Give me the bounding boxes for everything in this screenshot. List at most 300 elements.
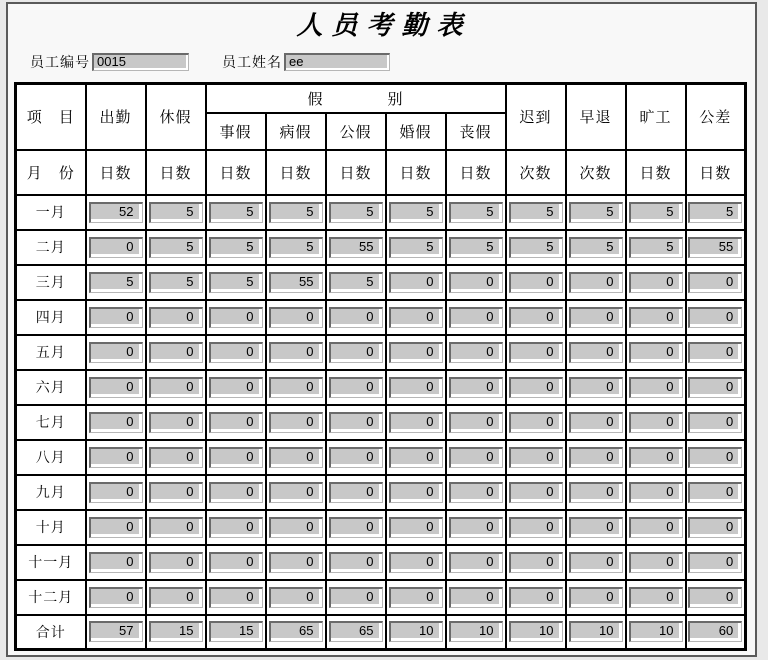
- value-text: 0: [391, 589, 439, 604]
- value-field[interactable]: [389, 552, 443, 573]
- value-field[interactable]: [389, 482, 443, 503]
- value-text: 0: [91, 239, 139, 254]
- value-field[interactable]: [149, 377, 203, 398]
- value-text: 0: [151, 309, 199, 324]
- value-text: 0: [91, 414, 139, 429]
- value-cell: [86, 195, 146, 230]
- value-field[interactable]: [269, 377, 323, 398]
- value-field[interactable]: [449, 517, 503, 538]
- value-text: 0: [690, 379, 738, 394]
- value-cell: [686, 475, 746, 510]
- value-field[interactable]: [569, 342, 623, 363]
- value-cell: [266, 370, 326, 405]
- value-cell: [506, 475, 566, 510]
- value-text: 5: [271, 239, 319, 254]
- value-text: 5: [511, 239, 559, 254]
- value-field[interactable]: [329, 307, 383, 328]
- value-text: 0: [451, 484, 499, 499]
- value-cell: [146, 300, 206, 335]
- value-field[interactable]: [688, 412, 742, 433]
- value-field[interactable]: [389, 447, 443, 468]
- value-field[interactable]: [329, 202, 383, 223]
- value-cell: [626, 440, 686, 475]
- value-field[interactable]: [329, 237, 383, 258]
- value-cell: [566, 195, 626, 230]
- value-field[interactable]: [209, 587, 263, 608]
- value-text: 0: [331, 309, 379, 324]
- value-field[interactable]: [269, 342, 323, 363]
- value-field[interactable]: [209, 447, 263, 468]
- value-field[interactable]: [688, 342, 742, 363]
- value-field[interactable]: [269, 447, 323, 468]
- value-field[interactable]: [389, 237, 443, 258]
- value-cell: [446, 335, 506, 370]
- value-text: 0: [690, 484, 738, 499]
- value-cell: [506, 265, 566, 300]
- value-text: 0: [391, 309, 439, 324]
- value-text: 0: [571, 274, 619, 289]
- value-text: 0: [631, 379, 679, 394]
- value-field[interactable]: [449, 447, 503, 468]
- value-cell: [386, 230, 446, 265]
- value-field[interactable]: [629, 377, 683, 398]
- value-cell: [506, 405, 566, 440]
- value-field[interactable]: [389, 517, 443, 538]
- value-field[interactable]: [89, 307, 143, 328]
- value-cell: [686, 440, 746, 475]
- value-text: 0: [631, 309, 679, 324]
- value-field[interactable]: [209, 377, 263, 398]
- value-field[interactable]: [629, 202, 683, 223]
- value-field[interactable]: [89, 621, 143, 642]
- unit-cell: 日数: [206, 150, 266, 195]
- value-cell: [266, 300, 326, 335]
- value-field[interactable]: [89, 202, 143, 223]
- value-field[interactable]: [629, 517, 683, 538]
- value-text: 0: [511, 274, 559, 289]
- value-text: 0: [211, 484, 259, 499]
- table-row: [16, 195, 746, 230]
- value-cell: [206, 265, 266, 300]
- value-field[interactable]: [269, 412, 323, 433]
- month-label: 一月: [16, 195, 86, 230]
- value-field[interactable]: [509, 482, 563, 503]
- value-field[interactable]: [569, 552, 623, 573]
- value-cell: [626, 300, 686, 335]
- value-text: 15: [211, 623, 259, 638]
- value-field[interactable]: [449, 202, 503, 223]
- value-field[interactable]: [329, 621, 383, 642]
- value-text: 0: [451, 589, 499, 604]
- value-field[interactable]: [509, 202, 563, 223]
- value-cell: [506, 615, 566, 650]
- value-field[interactable]: [329, 377, 383, 398]
- value-text: 10: [451, 623, 499, 638]
- value-cell: [626, 195, 686, 230]
- value-field[interactable]: [688, 621, 742, 642]
- value-field[interactable]: [449, 272, 503, 293]
- value-cell: [506, 545, 566, 580]
- unit-cell: 日数: [446, 150, 506, 195]
- value-field[interactable]: [449, 237, 503, 258]
- value-cell: [146, 335, 206, 370]
- unit-cell: 次数: [506, 150, 566, 195]
- value-text: 0: [631, 519, 679, 534]
- value-cell: [566, 580, 626, 615]
- value-field[interactable]: [569, 587, 623, 608]
- value-field[interactable]: [509, 447, 563, 468]
- value-cell: [506, 510, 566, 545]
- value-cell: [206, 580, 266, 615]
- value-cell: [326, 510, 386, 545]
- value-cell: [326, 405, 386, 440]
- value-field[interactable]: [89, 237, 143, 258]
- value-text: 0: [331, 449, 379, 464]
- header-corner-item: 项 目: [16, 84, 86, 150]
- value-field[interactable]: [389, 342, 443, 363]
- value-text: 5: [631, 239, 679, 254]
- value-field[interactable]: [329, 342, 383, 363]
- value-field[interactable]: [569, 202, 623, 223]
- month-label: 六月: [16, 370, 86, 405]
- value-cell: [266, 510, 326, 545]
- value-field[interactable]: [149, 447, 203, 468]
- month-label: 十二月: [16, 580, 86, 615]
- value-field[interactable]: [629, 587, 683, 608]
- value-field[interactable]: [89, 412, 143, 433]
- value-text: 0: [91, 554, 139, 569]
- value-text: 0: [91, 449, 139, 464]
- value-cell: [506, 370, 566, 405]
- value-field[interactable]: [449, 482, 503, 503]
- employee-name-input[interactable]: [284, 53, 390, 71]
- value-field[interactable]: [89, 517, 143, 538]
- value-text: 0: [690, 554, 738, 569]
- value-field[interactable]: [509, 377, 563, 398]
- value-cell: [206, 510, 266, 545]
- value-cell: [86, 300, 146, 335]
- value-field[interactable]: [509, 237, 563, 258]
- value-field[interactable]: [688, 517, 742, 538]
- value-field[interactable]: [329, 482, 383, 503]
- value-text: 15: [151, 623, 199, 638]
- value-text: 10: [391, 623, 439, 638]
- value-field[interactable]: [688, 377, 742, 398]
- value-field[interactable]: [569, 377, 623, 398]
- value-field[interactable]: [629, 552, 683, 573]
- value-field[interactable]: [688, 272, 742, 293]
- value-text: 0: [271, 449, 319, 464]
- value-cell: [326, 230, 386, 265]
- value-cell: [266, 265, 326, 300]
- value-cell: [266, 545, 326, 580]
- value-field[interactable]: [89, 482, 143, 503]
- value-field[interactable]: [149, 482, 203, 503]
- value-field[interactable]: [688, 587, 742, 608]
- value-field[interactable]: [89, 342, 143, 363]
- value-cell: [686, 580, 746, 615]
- value-text: 0: [271, 519, 319, 534]
- value-cell: [686, 545, 746, 580]
- value-cell: [686, 370, 746, 405]
- value-field[interactable]: [209, 307, 263, 328]
- value-cell: [86, 230, 146, 265]
- value-cell: [626, 475, 686, 510]
- value-cell: [266, 230, 326, 265]
- value-field[interactable]: [389, 307, 443, 328]
- value-cell: [326, 370, 386, 405]
- value-field[interactable]: [629, 272, 683, 293]
- value-field[interactable]: [149, 621, 203, 642]
- value-cell: [266, 195, 326, 230]
- value-field[interactable]: [269, 237, 323, 258]
- value-field[interactable]: [389, 202, 443, 223]
- value-cell: [86, 265, 146, 300]
- value-field[interactable]: [449, 307, 503, 328]
- value-cell: [146, 615, 206, 650]
- value-field[interactable]: [89, 447, 143, 468]
- value-field[interactable]: [389, 272, 443, 293]
- value-field[interactable]: [329, 552, 383, 573]
- value-field[interactable]: [269, 587, 323, 608]
- value-text: 0: [271, 309, 319, 324]
- value-cell: [446, 230, 506, 265]
- value-field[interactable]: [389, 412, 443, 433]
- value-text: 0: [91, 379, 139, 394]
- value-field[interactable]: [209, 237, 263, 258]
- value-field[interactable]: [149, 272, 203, 293]
- value-field[interactable]: [269, 272, 323, 293]
- value-field[interactable]: [509, 272, 563, 293]
- value-field[interactable]: [629, 237, 683, 258]
- value-field[interactable]: [509, 517, 563, 538]
- value-field[interactable]: [569, 482, 623, 503]
- value-field[interactable]: [209, 272, 263, 293]
- value-field[interactable]: [329, 272, 383, 293]
- value-field[interactable]: [569, 621, 623, 642]
- value-field[interactable]: [209, 517, 263, 538]
- value-text: 0: [331, 414, 379, 429]
- value-field[interactable]: [629, 412, 683, 433]
- value-field[interactable]: [629, 621, 683, 642]
- value-field[interactable]: [149, 517, 203, 538]
- value-cell: [86, 545, 146, 580]
- value-cell: [146, 370, 206, 405]
- value-field[interactable]: [149, 202, 203, 223]
- value-text: 0: [571, 309, 619, 324]
- value-field[interactable]: [509, 342, 563, 363]
- value-text: 0: [151, 449, 199, 464]
- value-text: 0: [511, 519, 559, 534]
- value-cell: [506, 300, 566, 335]
- value-field[interactable]: [89, 552, 143, 573]
- unit-cell: 日数: [386, 150, 446, 195]
- value-field[interactable]: [209, 412, 263, 433]
- value-text: 5: [211, 274, 259, 289]
- value-field[interactable]: [509, 587, 563, 608]
- value-cell: [326, 615, 386, 650]
- value-text: 65: [331, 623, 379, 638]
- value-cell: [266, 580, 326, 615]
- month-label: 二月: [16, 230, 86, 265]
- value-field[interactable]: [329, 412, 383, 433]
- value-field[interactable]: [569, 447, 623, 468]
- value-text: 0: [690, 414, 738, 429]
- value-field[interactable]: [509, 621, 563, 642]
- value-field[interactable]: [688, 447, 742, 468]
- unit-cell: 次数: [566, 150, 626, 195]
- value-cell: [206, 230, 266, 265]
- value-field[interactable]: [509, 412, 563, 433]
- value-text: 55: [331, 239, 379, 254]
- value-field[interactable]: [329, 517, 383, 538]
- value-text: 5: [211, 239, 259, 254]
- value-field[interactable]: [269, 307, 323, 328]
- value-field[interactable]: [209, 482, 263, 503]
- header-col-absence: 旷工: [626, 84, 686, 150]
- value-cell: [326, 545, 386, 580]
- value-field[interactable]: [389, 587, 443, 608]
- value-field[interactable]: [569, 272, 623, 293]
- value-field[interactable]: [149, 307, 203, 328]
- value-text: 0: [511, 589, 559, 604]
- value-cell: [326, 475, 386, 510]
- value-field[interactable]: [688, 202, 742, 223]
- value-text: 0: [511, 449, 559, 464]
- value-cell: [446, 300, 506, 335]
- value-text: 5: [571, 239, 619, 254]
- value-field[interactable]: [449, 342, 503, 363]
- value-text: 0: [690, 344, 738, 359]
- value-field[interactable]: [449, 621, 503, 642]
- value-field[interactable]: [629, 482, 683, 503]
- value-text: 10: [631, 623, 679, 638]
- value-text: 0: [211, 344, 259, 359]
- value-field[interactable]: [389, 621, 443, 642]
- employee-id-input[interactable]: [92, 53, 189, 71]
- value-cell: [686, 230, 746, 265]
- value-text: 0: [391, 519, 439, 534]
- value-field[interactable]: [269, 621, 323, 642]
- month-label: 四月: [16, 300, 86, 335]
- value-field[interactable]: [509, 552, 563, 573]
- value-text: 0: [571, 449, 619, 464]
- value-field[interactable]: [269, 202, 323, 223]
- value-text: 0: [151, 554, 199, 569]
- value-field[interactable]: [569, 517, 623, 538]
- value-text: 0: [690, 309, 738, 324]
- value-cell: [86, 580, 146, 615]
- value-cell: [446, 615, 506, 650]
- value-field[interactable]: [149, 342, 203, 363]
- value-cell: [446, 265, 506, 300]
- value-text: 5: [391, 239, 439, 254]
- value-field[interactable]: [209, 552, 263, 573]
- value-field[interactable]: [389, 377, 443, 398]
- value-field[interactable]: [329, 587, 383, 608]
- employee-id-value: 0015: [94, 55, 186, 68]
- table-row: [16, 370, 746, 405]
- value-field[interactable]: [449, 587, 503, 608]
- value-text: 0: [631, 344, 679, 359]
- value-field[interactable]: [509, 307, 563, 328]
- value-cell: [206, 545, 266, 580]
- value-field[interactable]: [449, 377, 503, 398]
- value-field[interactable]: [269, 517, 323, 538]
- value-text: 0: [271, 414, 319, 429]
- value-cell: [686, 300, 746, 335]
- value-cell: [206, 195, 266, 230]
- value-text: 0: [151, 344, 199, 359]
- value-cell: [626, 405, 686, 440]
- value-field[interactable]: [569, 307, 623, 328]
- value-cell: [626, 370, 686, 405]
- value-cell: [626, 265, 686, 300]
- value-field[interactable]: [629, 447, 683, 468]
- value-cell: [386, 475, 446, 510]
- value-cell: [506, 440, 566, 475]
- value-text: 0: [271, 379, 319, 394]
- header-col-late: 迟到: [506, 84, 566, 150]
- value-field[interactable]: [449, 552, 503, 573]
- value-field[interactable]: [569, 237, 623, 258]
- value-field[interactable]: [688, 237, 742, 258]
- value-field[interactable]: [149, 552, 203, 573]
- value-cell: [146, 195, 206, 230]
- value-text: 0: [571, 519, 619, 534]
- value-field[interactable]: [688, 552, 742, 573]
- value-text: 0: [391, 344, 439, 359]
- value-field[interactable]: [209, 621, 263, 642]
- value-field[interactable]: [329, 447, 383, 468]
- value-cell: [206, 615, 266, 650]
- value-field[interactable]: [688, 307, 742, 328]
- value-cell: [566, 545, 626, 580]
- value-field[interactable]: [89, 587, 143, 608]
- value-cell: [146, 405, 206, 440]
- table-row: [16, 510, 746, 545]
- value-field[interactable]: [209, 342, 263, 363]
- table-body: [16, 195, 746, 650]
- value-text: 5: [211, 204, 259, 219]
- value-text: 0: [391, 554, 439, 569]
- value-field[interactable]: [569, 412, 623, 433]
- header-col-sick-leave: 病假: [266, 113, 326, 150]
- value-field[interactable]: [629, 307, 683, 328]
- value-text: 0: [451, 519, 499, 534]
- value-field[interactable]: [269, 552, 323, 573]
- value-field[interactable]: [209, 202, 263, 223]
- unit-cell: 日数: [86, 150, 146, 195]
- value-field[interactable]: [629, 342, 683, 363]
- value-field[interactable]: [449, 412, 503, 433]
- value-field[interactable]: [688, 482, 742, 503]
- value-cell: [566, 265, 626, 300]
- value-field[interactable]: [89, 377, 143, 398]
- value-cell: [386, 300, 446, 335]
- value-field[interactable]: [89, 272, 143, 293]
- value-cell: [326, 265, 386, 300]
- value-field[interactable]: [149, 412, 203, 433]
- value-field[interactable]: [269, 482, 323, 503]
- value-text: 0: [331, 484, 379, 499]
- value-cell: [566, 370, 626, 405]
- value-field[interactable]: [149, 237, 203, 258]
- value-cell: [146, 440, 206, 475]
- value-field[interactable]: [149, 587, 203, 608]
- value-text: 0: [571, 379, 619, 394]
- value-cell: [266, 615, 326, 650]
